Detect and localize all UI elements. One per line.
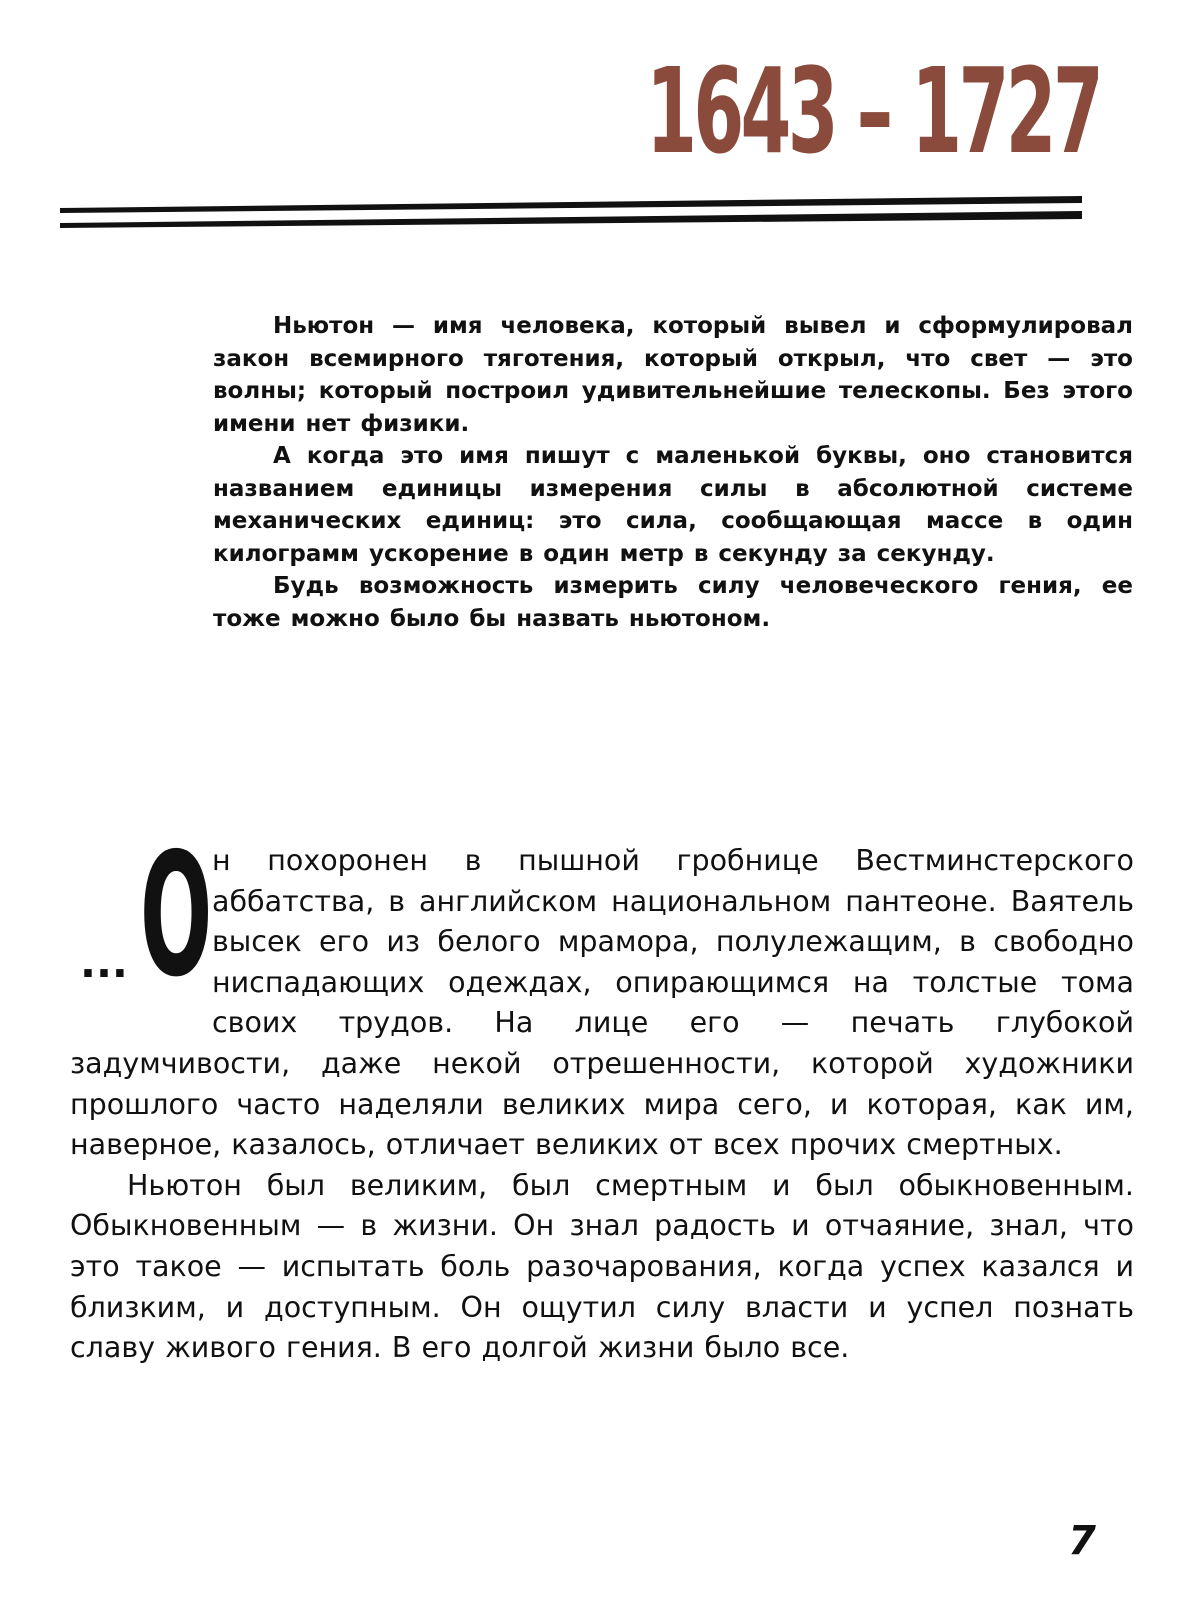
upper-rule	[60, 196, 1082, 213]
body-paragraph	[70, 817, 1134, 1166]
intro-paragraph: А когда это имя пишут с маленькой буквы, оно становится названием единицы измерения силы в абсолютной системе механических единиц: это сила, сообщающая массе в один килограмм ускорение в один метр в секунду за секунду.	[213, 443, 1133, 567]
years-heading: 1643 – 1727	[646, 42, 1100, 180]
intro-paragraph: Ньютон — имя человека, который вывел и сформулировал закон всемирного тяготения, который открыл, что свет — это волны; который построил удивительнейшие телескопы. Без этого имени нет физики.	[213, 313, 1133, 437]
body-paragraph-text: н похоронен в пышной гробнице Вестминстерского аббатства, в английском национальном пантеоне. Ваятель высек его из белого мрамора, полулежащим, в свободно ниспадающих одеждах, опирающимся на толстые тома своих трудов. На лице его — печать глубокой задумчивости, даже некой отрешенности, которой художники прошлого часто наделяли великих мира сего, и которая, как им, наверное, казалось, отличает великих от всех прочих смертных.	[70, 844, 1134, 1162]
drop-cap-letter: О	[140, 817, 213, 1015]
intro-epigraph	[213, 310, 1133, 635]
main-text	[70, 817, 1134, 1369]
intro-paragraph: Будь возможность измерить силу человеческого гения, ее тоже можно было бы назвать ньютоном.	[213, 573, 1133, 632]
drop-cap	[70, 817, 213, 1015]
lower-rule	[60, 211, 1082, 228]
body-paragraph: Ньютон был великим, был смертным и был обыкновенным. Обыкновенным — в жизни. Он знал радость и отчаяние, знал, что это такое — испытать боль разочарования, когда успех казался и близким, и доступным. Он ощутил силу власти и успел познать славу живого гения. В его долгой жизни было все.	[70, 1168, 1134, 1365]
drop-cap-ellipsis: ...	[80, 938, 128, 987]
double-rule-divider	[0, 190, 1200, 240]
page-number: 7	[1068, 1518, 1096, 1564]
